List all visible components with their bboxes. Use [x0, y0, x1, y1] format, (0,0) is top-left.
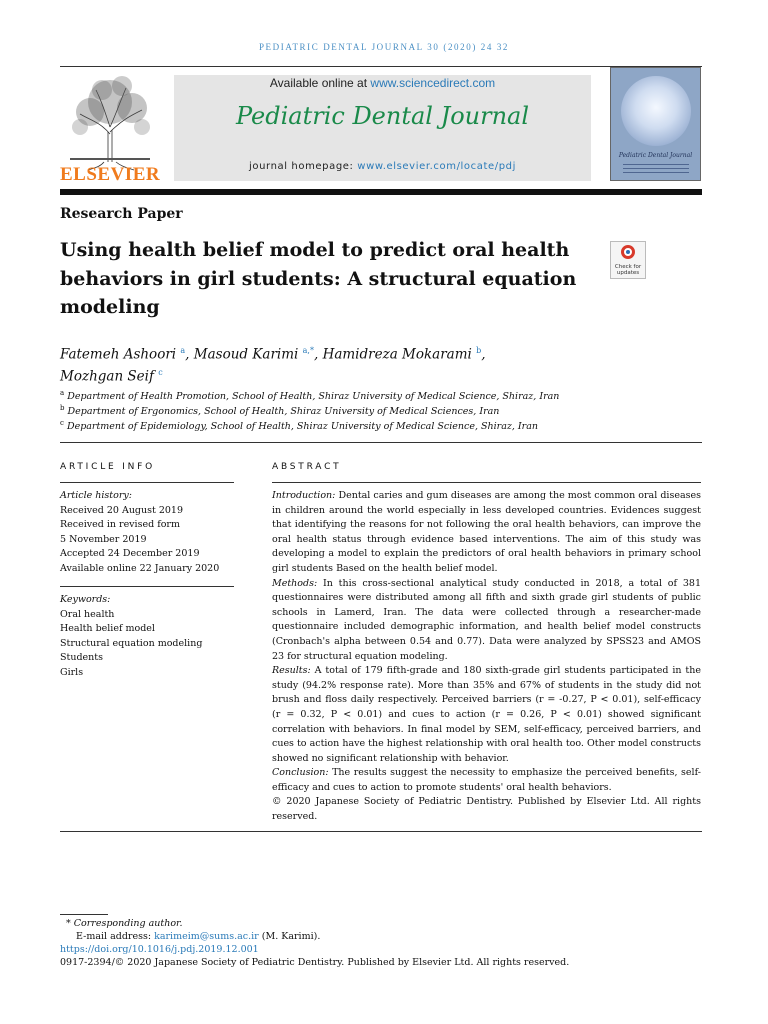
article-info-heading: ARTICLE INFO — [60, 462, 156, 472]
article-history — [60, 489, 234, 577]
homepage-link[interactable]: www.elsevier.com/locate/pdj — [357, 161, 516, 172]
abstract-introduction — [272, 489, 701, 577]
footnote-rule — [60, 914, 108, 915]
author-name: Mozhgan Seif — [60, 368, 154, 384]
journal-homepage — [174, 161, 591, 172]
affiliation — [60, 389, 559, 402]
author-name: Fatemeh Ashoori — [60, 346, 177, 363]
author-separator: , — [185, 346, 194, 363]
section-text: In this cross-sectional analytical study conducted in 2018, a total of 381 questionnaires were distributed among all fifth and sixth grade girl students of public schools in Lamerd, Iran. The data were collected through a researcher-made questionnaire included demographic information, and health belief model constructs (Cronbach's alpha between 0.54 and 0.77). Data were analyzed by SPSS23 and AMOS 23 for structural equation modeling. — [272, 577, 701, 662]
abstract-copyright: © 2020 Japanese Society of Pediatric Dentistry. Published by Elsevier Ltd. All rights reserved. — [272, 796, 701, 823]
author-name: Hamidreza Mokarami — [322, 346, 472, 363]
check-for-updates-badge[interactable] — [610, 241, 646, 279]
section-text: Dental caries and gum diseases are among the most common oral diseases in children around the world especially in less developed countries. Evidences suggest that identifying the reasons for not following the oral health behaviors, can improve the oral health status through evidence based interventions. The aim of this study was developing a model to explain the predictors of oral health behaviors in primary school girl students Based on the health belief model. — [272, 490, 701, 574]
section-divider — [60, 831, 702, 832]
available-online — [174, 76, 591, 90]
section-label: Methods: — [272, 577, 318, 589]
abstract-rule — [272, 482, 701, 483]
author-affil-marker[interactable]: a — [180, 346, 186, 355]
email-label: E-mail address: — [76, 931, 155, 942]
issn-copyright-line: 0917-2394/© 2020 Japanese Society of Pediatric Dentistry. Published by Elsevier Ltd. All rights reserved. — [60, 957, 570, 968]
abstract-body — [272, 489, 701, 825]
keyword: Structural equation modeling — [60, 637, 203, 649]
abstract-methods — [272, 577, 701, 665]
affiliation — [60, 404, 499, 417]
history-label: Article history: — [60, 490, 132, 501]
cover-illustration — [621, 76, 691, 146]
affiliation — [60, 419, 538, 432]
article-info-rule — [60, 482, 234, 483]
email-link[interactable]: karimeim@sums.ac.ir — [154, 931, 259, 942]
abstract-results — [272, 664, 701, 766]
keywords-label: Keywords: — [60, 594, 111, 605]
section-text: The results suggest the necessity to emphasize the perceived benefits, self-efficacy and cues to action to promote students' oral health behaviors. — [272, 767, 701, 793]
section-text: A total of 179 fifth-grade and 180 sixth-grade girl students participated in the study (94.2% response rate). More than 35% and 67% of students in the study did not brush and floss daily respectively. Perceived barriers (r = -0.27, P < 0.01), self-efficacy (r = 0.32, P < 0.01) and cues to action (r = 0.26, P < 0.01) showed significant correlation with behaviors. In final model by SEM, self-efficacy, perceived barriers, and cues to action have the highest relationship with oral health too. Other model constructs showed no significant relationship with behavior. — [272, 665, 701, 764]
author-affil-marker[interactable]: b — [476, 346, 482, 355]
history-entry: Accepted 24 December 2019 — [60, 548, 200, 560]
section-label: Conclusion: — [272, 767, 329, 779]
keyword: Health belief model — [60, 623, 155, 635]
author-list — [60, 342, 660, 385]
keywords-rule — [60, 586, 234, 587]
cover-text-line — [623, 172, 689, 173]
author-name: Masoud Karimi — [193, 346, 299, 363]
history-entry: Received in revised form — [60, 519, 180, 531]
keyword: Girls — [60, 666, 84, 678]
cover-text-line — [623, 164, 689, 165]
journal-cover-image — [610, 67, 701, 181]
homepage-prefix: journal homepage: — [249, 161, 358, 172]
running-head: PEDIATRIC DENTAL JOURNAL 30 (2020) 24 32 — [258, 42, 510, 52]
author-affil-marker[interactable]: a,* — [302, 346, 314, 355]
sciencedirect-link[interactable]: www.sciencedirect.com — [370, 76, 496, 90]
header-rule — [60, 66, 702, 67]
header-thick-rule — [60, 189, 702, 195]
article-title: Using health belief model to predict oral health behaviors in girl students: A structural equation modeling — [60, 239, 577, 318]
cover-text-line — [623, 168, 689, 169]
affiliation-text: Department of Health Promotion, School of Health, Shiraz University of Medical Science, Shiraz, Iran — [67, 391, 560, 403]
keywords — [60, 593, 234, 681]
author-affil-marker[interactable]: c — [158, 367, 163, 377]
keyword: Students — [60, 652, 103, 664]
email-suffix: (M. Karimi). — [258, 931, 321, 942]
available-prefix: Available online at — [269, 76, 371, 90]
affiliation-marker: b — [60, 404, 65, 412]
keyword: Oral health — [60, 608, 115, 620]
author-separator: , — [313, 346, 323, 363]
history-entry: Received 20 August 2019 — [60, 504, 184, 516]
corresponding-author-note: * Corresponding author. — [66, 918, 183, 929]
history-entry: Available online 22 January 2020 — [60, 562, 220, 574]
cover-title: Pediatric Dental Journal — [618, 152, 693, 159]
abstract-conclusion — [272, 766, 701, 795]
section-divider — [60, 442, 702, 443]
author-separator: , — [481, 346, 486, 363]
affiliation-marker: c — [60, 419, 64, 427]
article-type: Research Paper — [60, 206, 183, 222]
affiliation-text: Department of Epidemiology, School of Health, Shiraz University of Medical Science, Shiraz, Iran — [66, 421, 538, 433]
journal-title: Pediatric Dental Journal — [235, 102, 530, 130]
affiliation-marker: a — [60, 389, 65, 397]
section-label: Results: — [272, 665, 311, 677]
elsevier-wordmark: ELSEVIER — [60, 164, 161, 185]
affiliation-text: Department of Ergonomics, School of Health, Shiraz University of Medical Sciences, Iran — [67, 406, 500, 418]
check-updates-icon — [621, 245, 635, 259]
history-entry: 5 November 2019 — [60, 533, 147, 545]
author-email-line — [76, 930, 320, 943]
doi-link[interactable]: https://doi.org/10.1016/j.pdj.2019.12.001 — [60, 944, 259, 955]
abstract-heading: ABSTRACT — [272, 462, 342, 472]
section-label: Introduction: — [272, 490, 336, 501]
badge-label: Check for updates — [614, 264, 642, 276]
